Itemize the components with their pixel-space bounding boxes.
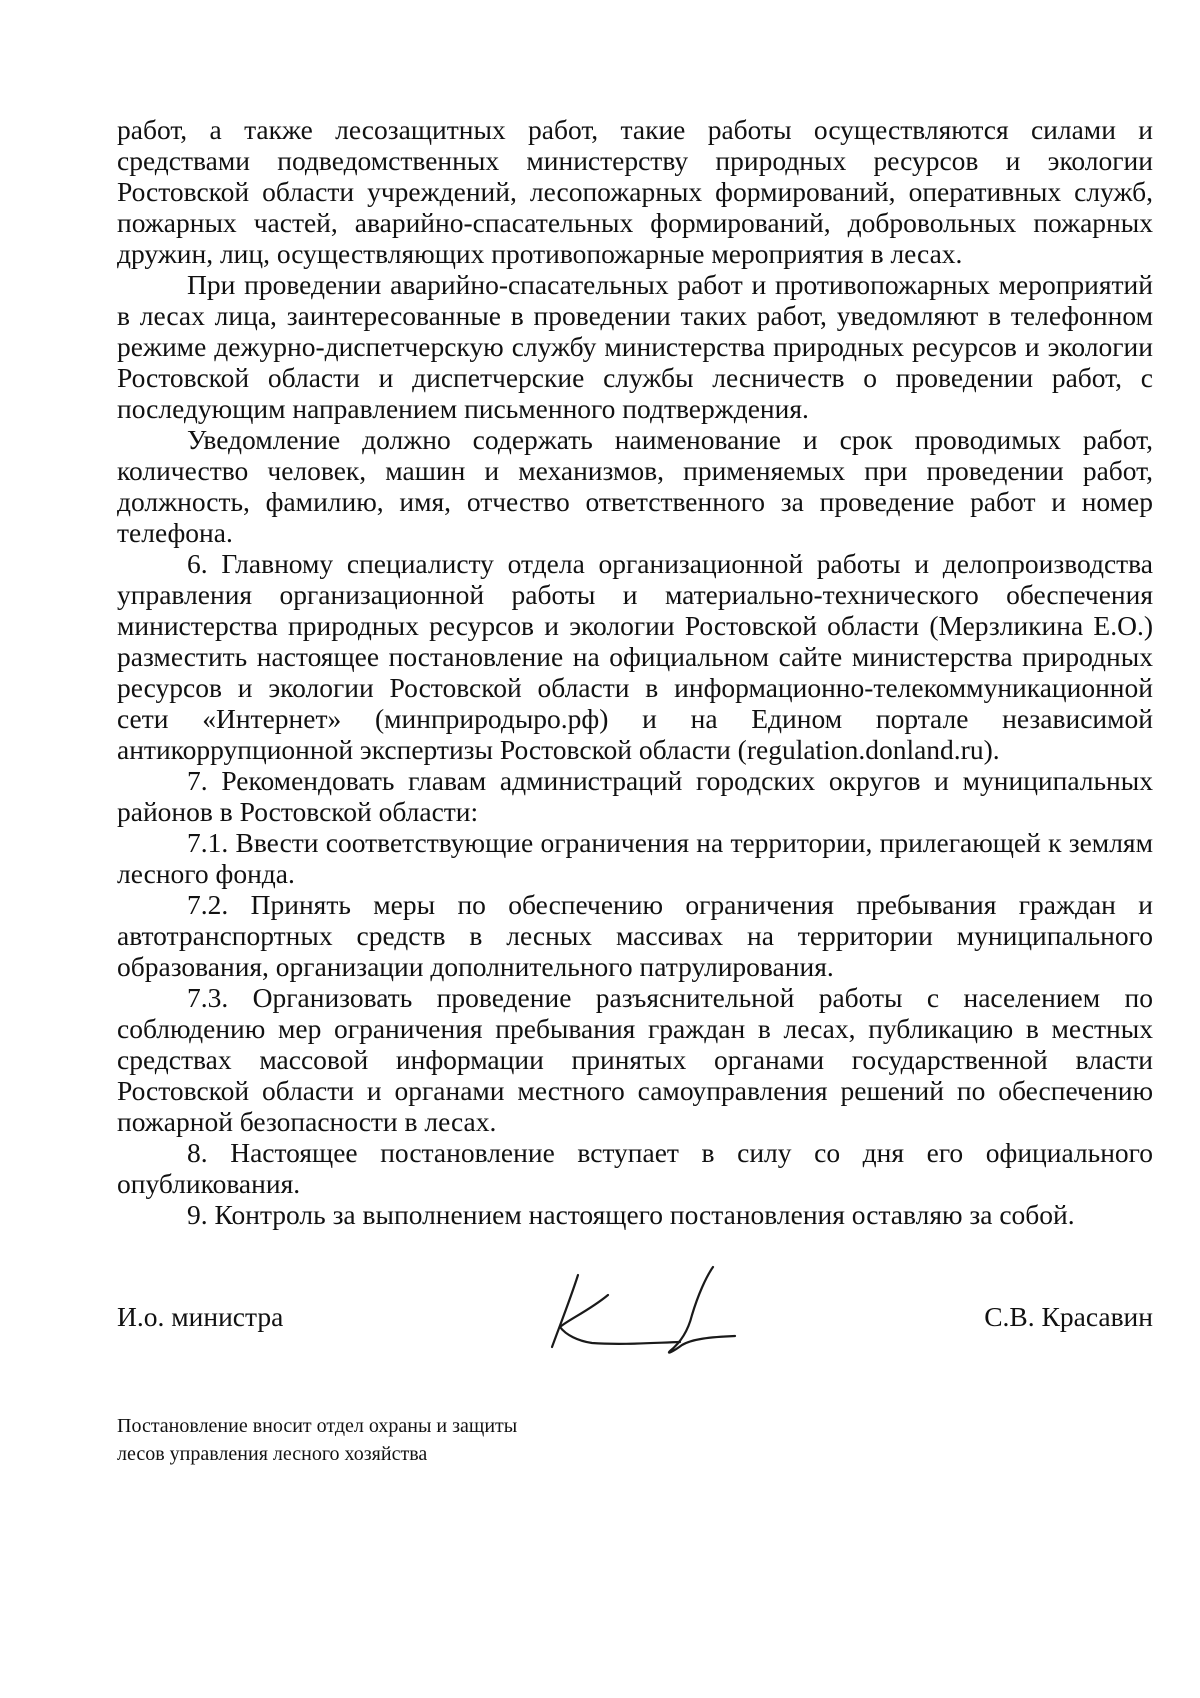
- signer-name: С.В. Красавин: [984, 1301, 1153, 1332]
- paragraph-notification-contents: Уведомление должно содержать наименование и срок проводимых работ, количество человек, машин и механизмов, применяемых при проведении работ, должность, фамилию, имя, отчество ответственного за проведение работ и номер телефона.: [117, 424, 1153, 548]
- handwritten-signature: [530, 1265, 770, 1365]
- paragraph-item-7-2: 7.2. Принять меры по обеспечению ограничения пребывания граждан и автотранспортных средств в лесных массивах на территории муниципального образования, организации дополнительного патрулирования.: [117, 889, 1153, 982]
- paragraph-item-7-1: 7.1. Ввести соответствующие ограничения на территории, прилегающей к землям лесного фонда.: [117, 827, 1153, 889]
- paragraph-item-7: 7. Рекомендовать главам администраций городских округов и муниципальных районов в Ростовской области:: [117, 765, 1153, 827]
- paragraph-item-9: 9. Контроль за выполнением настоящего постановления оставляю за собой.: [187, 1199, 1075, 1230]
- signer-position: И.о. министра: [117, 1301, 284, 1332]
- footer-note-line-2: лесов управления лесного хозяйства: [117, 1443, 428, 1465]
- footer-note: [117, 1412, 817, 1468]
- paragraph-item-8: 8. Настоящее постановление вступает в силу со дня его официального опубликования.: [117, 1137, 1153, 1199]
- paragraph-item-7-3: 7.3. Организовать проведение разъяснительной работы с населением по соблюдению мер ограничения пребывания граждан в лесах, публикацию в местных средствах массовой информации принятых органами государственной власти Ростовской области и органами местного самоуправления решений по обеспечению пожарной безопасности в лесах.: [117, 982, 1153, 1137]
- paragraph-item-6: 6. Главному специалисту отдела организационной работы и делопроизводства управления организационной работы и материально-технического обеспечения министерства природных ресурсов и экологии Ростовской области (Мерзликина Е.О.) разместить настоящее постановление на официальном сайте министерства природных ресурсов и экологии Ростовской области в информационно-телекоммуникационной сети «Интернет» (минприродыро.рф) и на Едином портале независимой антикоррупционной экспертизы Ростовской области (regulation.donland.ru).: [117, 548, 1153, 765]
- paragraph-fire-works-continuation: работ, а также лесозащитных работ, такие работы осуществляются силами и средствами подведомственных министерству природных ресурсов и экологии Ростовской области учреждений, лесопожарных формирований, оперативных служб, пожарных частей, аварийно-спасательных формирований, добровольных пожарных дружин, лиц, осуществляющих противопожарные мероприятия в лесах.: [117, 114, 1153, 269]
- document-body: [117, 114, 1153, 1230]
- footer-note-line-1: Постановление вносит отдел охраны и защиты: [117, 1415, 518, 1437]
- paragraph-rescue-notification: При проведении аварийно-спасательных работ и противопожарных мероприятий в лесах лица, заинтересованные в проведении таких работ, уведомляют в телефонном режиме дежурно-диспетчерскую службу министерства природных ресурсов и экологии Ростовской области и диспетчерские службы лесничеств о проведении работ, с последующим направлением письменного подтверждения.: [117, 269, 1153, 424]
